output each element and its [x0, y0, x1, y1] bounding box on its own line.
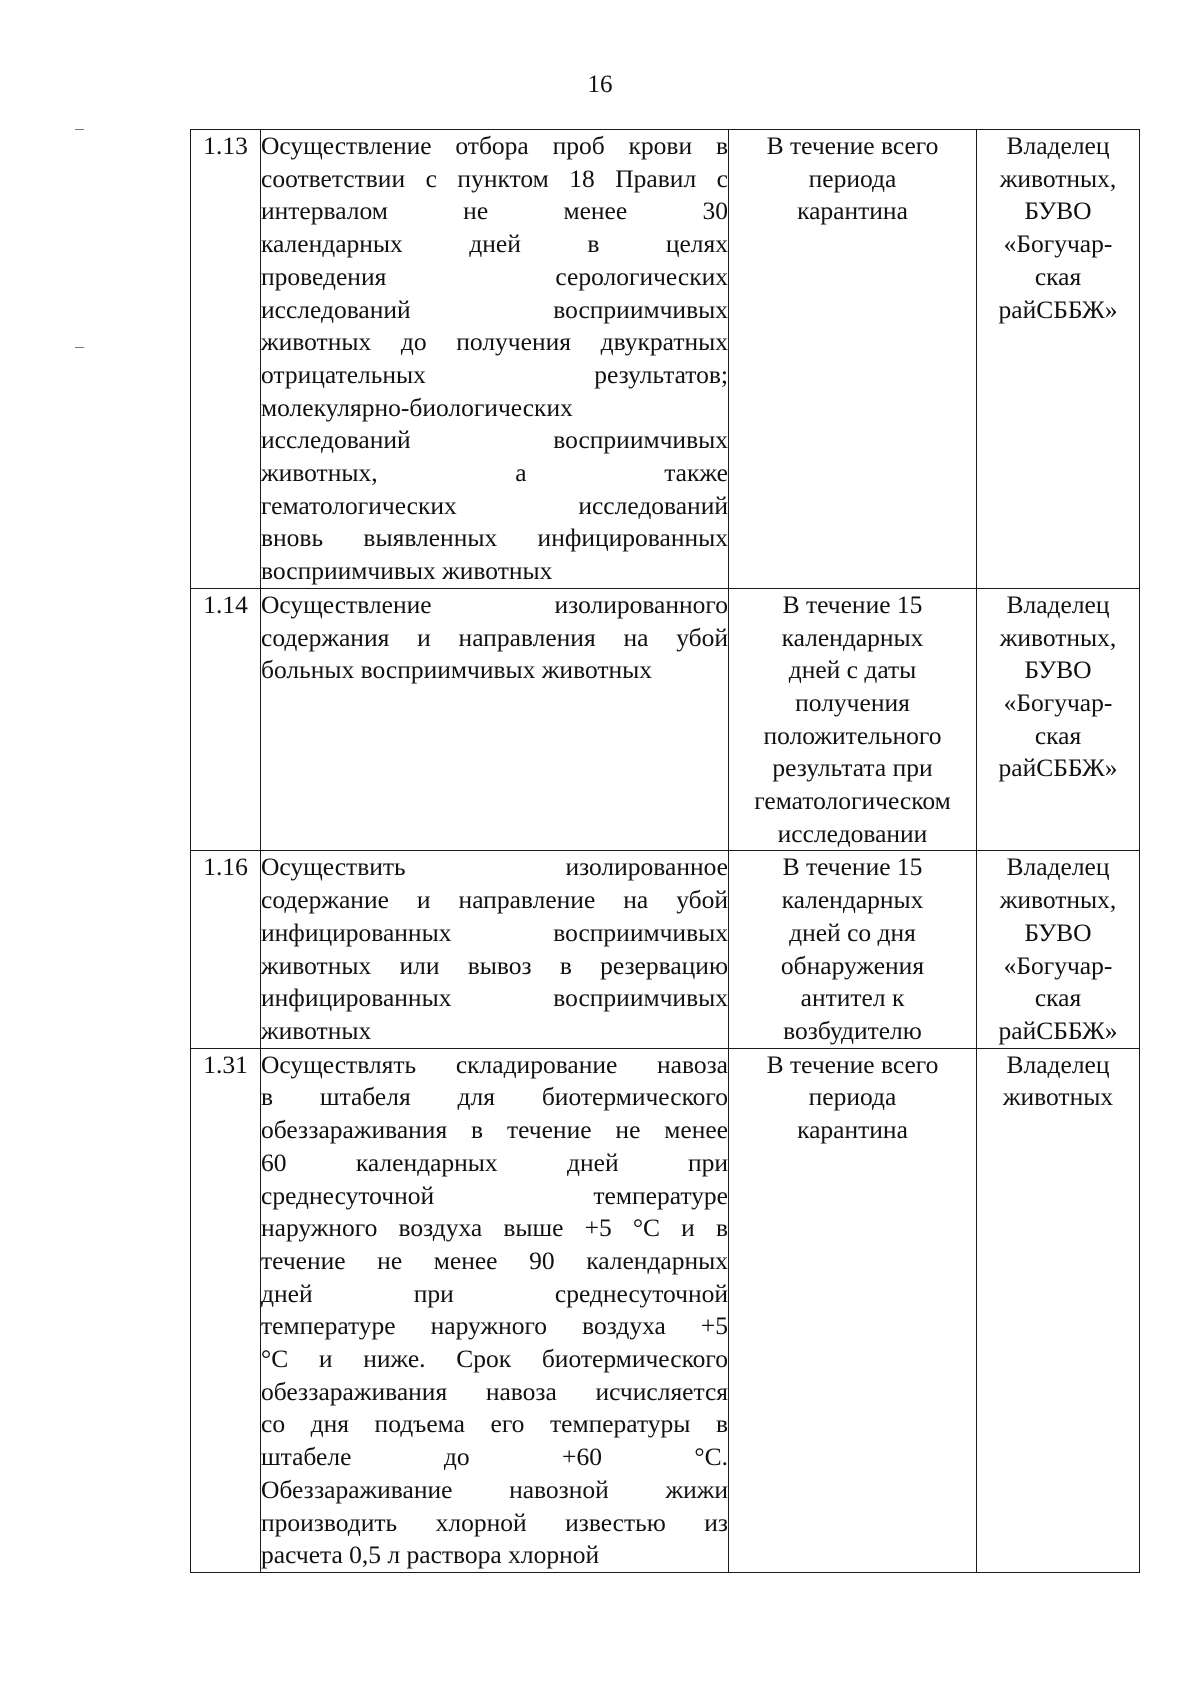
- deadline-cell: [729, 130, 977, 589]
- responsible-cell: [977, 588, 1140, 851]
- table-row: [191, 130, 1140, 589]
- deadline-line: периода: [808, 1082, 897, 1112]
- activity-line: Осуществлять складирование навоза: [261, 1049, 728, 1079]
- responsible-cell: [977, 851, 1140, 1048]
- activity-line: производить хлорной известью из: [261, 1507, 728, 1537]
- margin-mark: [75, 129, 84, 130]
- activity-line: штабеле до +60 °С.: [261, 1442, 728, 1472]
- activity-line: °С и ниже. Срок биотермического: [261, 1344, 728, 1374]
- activity-line: содержание и направление на убой: [261, 885, 728, 915]
- activity-line: исследований восприимчивых: [261, 294, 728, 324]
- deadline-cell: [729, 1048, 977, 1572]
- activity-line: обеззараживания в течение не менее: [261, 1115, 728, 1145]
- deadline-line: В течение всего: [766, 131, 939, 160]
- responsible-line: животных,: [999, 163, 1117, 193]
- deadline-line: дней со дня: [789, 917, 916, 947]
- deadline-line: календарных: [781, 622, 924, 652]
- deadline-line: В течение 15: [782, 852, 923, 882]
- activity-line: 60 календарных дней при: [261, 1147, 728, 1177]
- activity-line: гематологических исследований: [261, 490, 728, 520]
- activity-line: Осуществить изолированное: [261, 852, 728, 882]
- deadline-line: исследовании: [777, 818, 928, 848]
- deadline-line: календарных: [781, 885, 924, 915]
- responsible-line: БУВО: [1024, 655, 1092, 685]
- activity-line: расчета 0,5 л раствора хлорной: [261, 1540, 600, 1570]
- activity-line: Осуществление изолированного: [261, 589, 728, 619]
- page-number: 16: [587, 71, 613, 98]
- responsible-cell: [977, 130, 1140, 589]
- responsible-line: райСББЖ»: [998, 294, 1118, 324]
- row-number-cell: 1.31: [191, 1048, 261, 1572]
- responsible-line: БУВО: [1024, 917, 1092, 947]
- table-body: [191, 130, 1140, 1573]
- deadline-line: дней с даты: [788, 655, 917, 685]
- activity-line: календарных дней в целях: [261, 229, 728, 259]
- deadline-line: периода: [808, 163, 897, 193]
- responsible-line: Владелец: [1006, 131, 1110, 160]
- activity-line: со дня подъема его температуры в: [261, 1409, 728, 1439]
- deadline-line: гематологическом: [754, 786, 951, 816]
- responsible-line: Владелец: [1006, 1049, 1110, 1079]
- activity-line: животных, а также: [261, 458, 728, 488]
- responsible-line: Владелец: [1006, 589, 1110, 619]
- activity-line: Обеззараживание навозной жижи: [261, 1474, 728, 1504]
- activity-cell: [261, 130, 729, 589]
- deadline-cell: [729, 851, 977, 1048]
- activity-line: вновь выявленных инфицированных: [261, 523, 728, 553]
- responsible-line: райСББЖ»: [998, 753, 1118, 783]
- activity-line: обеззараживания навоза исчисляется: [261, 1376, 728, 1406]
- responsible-line: животных,: [999, 885, 1117, 915]
- responsible-line: райСББЖ»: [998, 1015, 1118, 1045]
- responsible-line: «Богучар-: [1003, 687, 1113, 717]
- activity-line: среднесуточной температуре: [261, 1180, 728, 1210]
- responsible-line: «Богучар-: [1003, 950, 1113, 980]
- deadline-line: получения: [795, 687, 910, 717]
- responsible-cell: [977, 1048, 1140, 1572]
- deadline-line: результата при: [772, 753, 933, 783]
- deadline-line: карантина: [797, 196, 908, 226]
- activity-line: Осуществление отбора проб крови в: [261, 131, 728, 160]
- activity-cell: [261, 588, 729, 851]
- activity-line: проведения серологических: [261, 261, 728, 291]
- activity-line: отрицательных результатов;: [261, 359, 728, 389]
- responsible-line: Владелец: [1006, 852, 1110, 882]
- activity-line: инфицированных восприимчивых: [261, 917, 728, 947]
- activity-line: животных: [261, 1015, 372, 1045]
- deadline-line: возбудителю: [783, 1015, 922, 1045]
- responsible-line: ская: [1034, 720, 1082, 750]
- deadline-cell: [729, 588, 977, 851]
- row-number-cell: 1.16: [191, 851, 261, 1048]
- table-row: [191, 851, 1140, 1048]
- deadline-line: В течение 15: [782, 589, 923, 619]
- deadline-line: положительного: [763, 720, 942, 750]
- activity-cell: [261, 1048, 729, 1572]
- table-row: [191, 588, 1140, 851]
- activity-line: течение не менее 90 календарных: [261, 1245, 728, 1275]
- row-number-cell: 1.13: [191, 130, 261, 589]
- activity-line: интервалом не менее 30: [261, 196, 728, 226]
- activity-line: содержания и направления на убой: [261, 622, 728, 652]
- responsible-line: животных: [1002, 1082, 1114, 1112]
- activity-line: наружного воздуха выше +5 °С и в: [261, 1213, 728, 1243]
- activity-line: животных до получения двукратных: [261, 327, 728, 357]
- deadline-line: В течение всего: [766, 1049, 939, 1079]
- margin-mark: [75, 347, 84, 348]
- activity-line: молекулярно-биологических: [261, 392, 573, 422]
- deadline-line: обнаружения: [780, 950, 925, 980]
- responsible-line: ская: [1034, 261, 1082, 291]
- activity-cell: [261, 851, 729, 1048]
- activity-line: температуре наружного воздуха +5: [261, 1311, 728, 1341]
- deadline-line: антител к: [800, 983, 905, 1013]
- responsible-line: животных,: [999, 622, 1117, 652]
- activity-line: инфицированных восприимчивых: [261, 983, 728, 1013]
- activity-line: восприимчивых животных: [261, 556, 553, 586]
- deadline-line: карантина: [797, 1115, 908, 1145]
- table-row: [191, 1048, 1140, 1572]
- responsible-line: БУВО: [1024, 196, 1092, 226]
- activity-line: исследований восприимчивых: [261, 425, 728, 455]
- activity-line: животных или вывоз в резервацию: [261, 950, 728, 980]
- row-number-cell: 1.14: [191, 588, 261, 851]
- activity-line: в штабеля для биотермического: [261, 1082, 728, 1112]
- activity-line: дней при среднесуточной: [261, 1278, 728, 1308]
- activity-line: соответствии с пунктом 18 Правил с: [261, 163, 728, 193]
- measures-table: [190, 129, 1140, 1573]
- responsible-line: «Богучар-: [1003, 229, 1113, 259]
- responsible-line: ская: [1034, 983, 1082, 1013]
- activity-line: больных восприимчивых животных: [261, 655, 653, 685]
